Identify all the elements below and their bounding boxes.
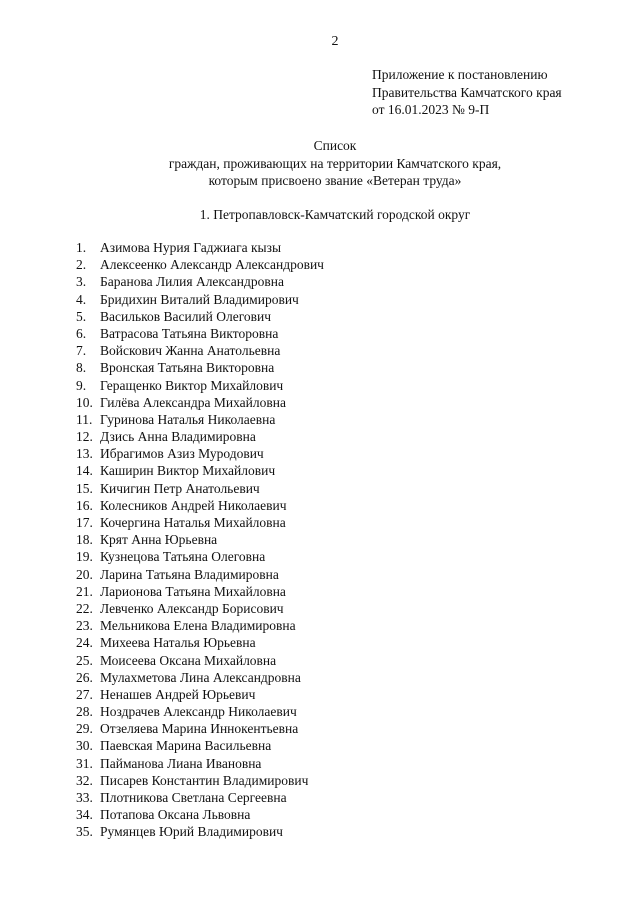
list-item-name: Румянцев Юрий Владимирович [100,824,283,840]
list-item-name: Васильков Василий Олегович [100,308,272,324]
list-item-number: 13. [76,446,93,462]
list-item-number: 32. [76,772,93,788]
list-item [76,600,324,617]
list-item [76,617,324,634]
list-item-number: 14. [76,463,93,479]
list-item-name: Гуринова Наталья Николаевна [100,411,276,427]
page-number: 2 [331,34,339,49]
list-item-name: Моисеева Оксана Михайловна [100,652,277,668]
list-item [76,394,324,411]
list-item-number: 5. [76,308,87,324]
list-item-name: Азимова Нурия Гаджиага кызы [100,240,282,255]
list-item-name: Войскович Жанна Анатольевна [100,343,281,359]
list-item-name: Мельникова Елена Владимировна [100,618,296,634]
list-item [76,755,324,772]
list-item [76,531,324,548]
list-item-number: 8. [76,360,87,376]
list-item-number: 17. [76,515,93,530]
appendix-reference [372,66,562,119]
list-item-name: Левченко Александр Борисович [100,600,284,616]
list-item [76,720,324,737]
list-item [76,703,324,720]
list-item-name: Отзеляева Марина Иннокентьевна [100,721,299,737]
list-item [76,806,324,823]
list-item-number: 24. [76,635,93,651]
list-item-name: Пайманова Лиана Ивановна [100,755,262,771]
list-item-number: 31. [76,755,93,771]
list-item-number: 3. [76,274,87,290]
list-item-number: 35. [76,824,93,840]
appendix-line-1: Приложение к постановлению [372,67,548,82]
list-item-name: Паевская Марина Васильевна [100,738,272,754]
list-item-number: 28. [76,704,93,720]
list-item-number: 4. [76,291,87,307]
list-item-name: Дзись Анна Владимировна [100,429,256,445]
list-item [76,686,324,703]
list-item [76,342,324,359]
list-item-number: 27. [76,686,93,702]
list-item-number: 23. [76,618,93,634]
title-line-2: граждан, проживающих на территории Камчатского края, [168,155,502,171]
list-item [76,411,324,428]
list-item-number: 9. [76,377,87,393]
list-item [76,428,324,445]
list-item-name: Алексеенко Александр Александрович [100,257,324,273]
list-item-name: Бридихин Виталий Владимирович [100,291,299,307]
list-item-name: Потапова Оксана Львовна [100,807,251,823]
list-item-number: 7. [76,343,87,359]
list-item-number: 12. [76,429,93,445]
section-heading: 1. Петропавловск-Камчатский городской округ [199,207,471,222]
list-item-number: 16. [76,497,93,513]
list-item [76,669,324,686]
list-item-number: 25. [76,652,93,668]
list-item [76,583,324,600]
list-item-number: 11. [76,411,93,427]
list-item [76,239,324,256]
list-item [76,634,324,651]
list-item-number: 10. [76,394,93,410]
list-item-name: Геращенко Виктор Михайлович [100,377,284,393]
list-item-name: Ибрагимов Азиз Муродович [100,446,264,462]
list-item-name: Каширин Виктор Михайлович [100,463,276,479]
list-item [76,497,324,514]
list-item [76,462,324,479]
list-item-name: Кичигин Петр Анатольевич [100,480,260,496]
list-item-name: Гилёва Александра Михайловна [100,394,286,410]
list-item-number: 34. [76,807,93,823]
list-item-name: Вронская Татьяна Викторовна [100,360,275,376]
list-item-name: Ватрасова Татьяна Викторовна [100,325,279,341]
list-item-name: Кочергина Наталья Михайловна [100,515,286,530]
list-item-name: Ларина Татьяна Владимировна [100,566,279,582]
list-item [76,480,324,497]
list-item-name: Колесников Андрей Николаевич [100,497,287,513]
list-item-name: Мулахметова Лина Александровна [100,669,301,685]
list-item [76,566,324,583]
list-item-number: 2. [76,257,87,273]
list-item [76,308,324,325]
list-item [76,823,324,840]
list-item-number: 20. [76,566,93,582]
list-item [76,291,324,308]
list-item-number: 18. [76,532,93,548]
list-item-name: Ларионова Татьяна Михайловна [100,583,286,599]
list-item [76,548,324,565]
list-item [76,737,324,754]
list-item-name: Плотникова Светлана Сергеевна [100,790,287,805]
list-item-name: Ненашев Андрей Юрьевич [100,686,256,702]
list-item [76,772,324,789]
list-item-number: 33. [76,790,93,805]
list-item-number: 19. [76,549,93,565]
list-item [76,514,324,531]
list-item [76,445,324,462]
list-item-name: Баранова Лилия Александровна [100,274,284,290]
appendix-line-2: Правительства Камчатского края [372,84,562,100]
title-line-3: которым присвоено звание «Ветеран труда» [208,173,462,188]
list-item-number: 26. [76,669,93,685]
list-item [76,359,324,376]
list-item [76,789,324,806]
list-item-name: Михеева Наталья Юрьевна [100,635,256,651]
list-item-number: 29. [76,721,93,737]
list-item [76,377,324,394]
list-item [76,256,324,273]
list-item-name: Писарев Константин Владимирович [100,772,309,788]
list-item-number: 15. [76,480,93,496]
list-item-name: Крят Анна Юрьевна [100,532,218,548]
list-item-name: Ноздрачев Александр Николаевич [100,704,297,720]
title-line-1: Список [313,138,357,153]
citizen-list [76,239,324,841]
list-item [76,652,324,669]
list-item-number: 22. [76,600,93,616]
list-item-number: 21. [76,583,93,599]
appendix-line-3: от 16.01.2023 № 9-П [372,102,490,117]
list-item-number: 1. [76,240,87,255]
list-item [76,273,324,290]
list-item-number: 30. [76,738,93,754]
list-item-number: 6. [76,325,87,341]
list-item-name: Кузнецова Татьяна Олеговна [100,549,266,565]
list-item [76,325,324,342]
document-title [0,137,640,190]
